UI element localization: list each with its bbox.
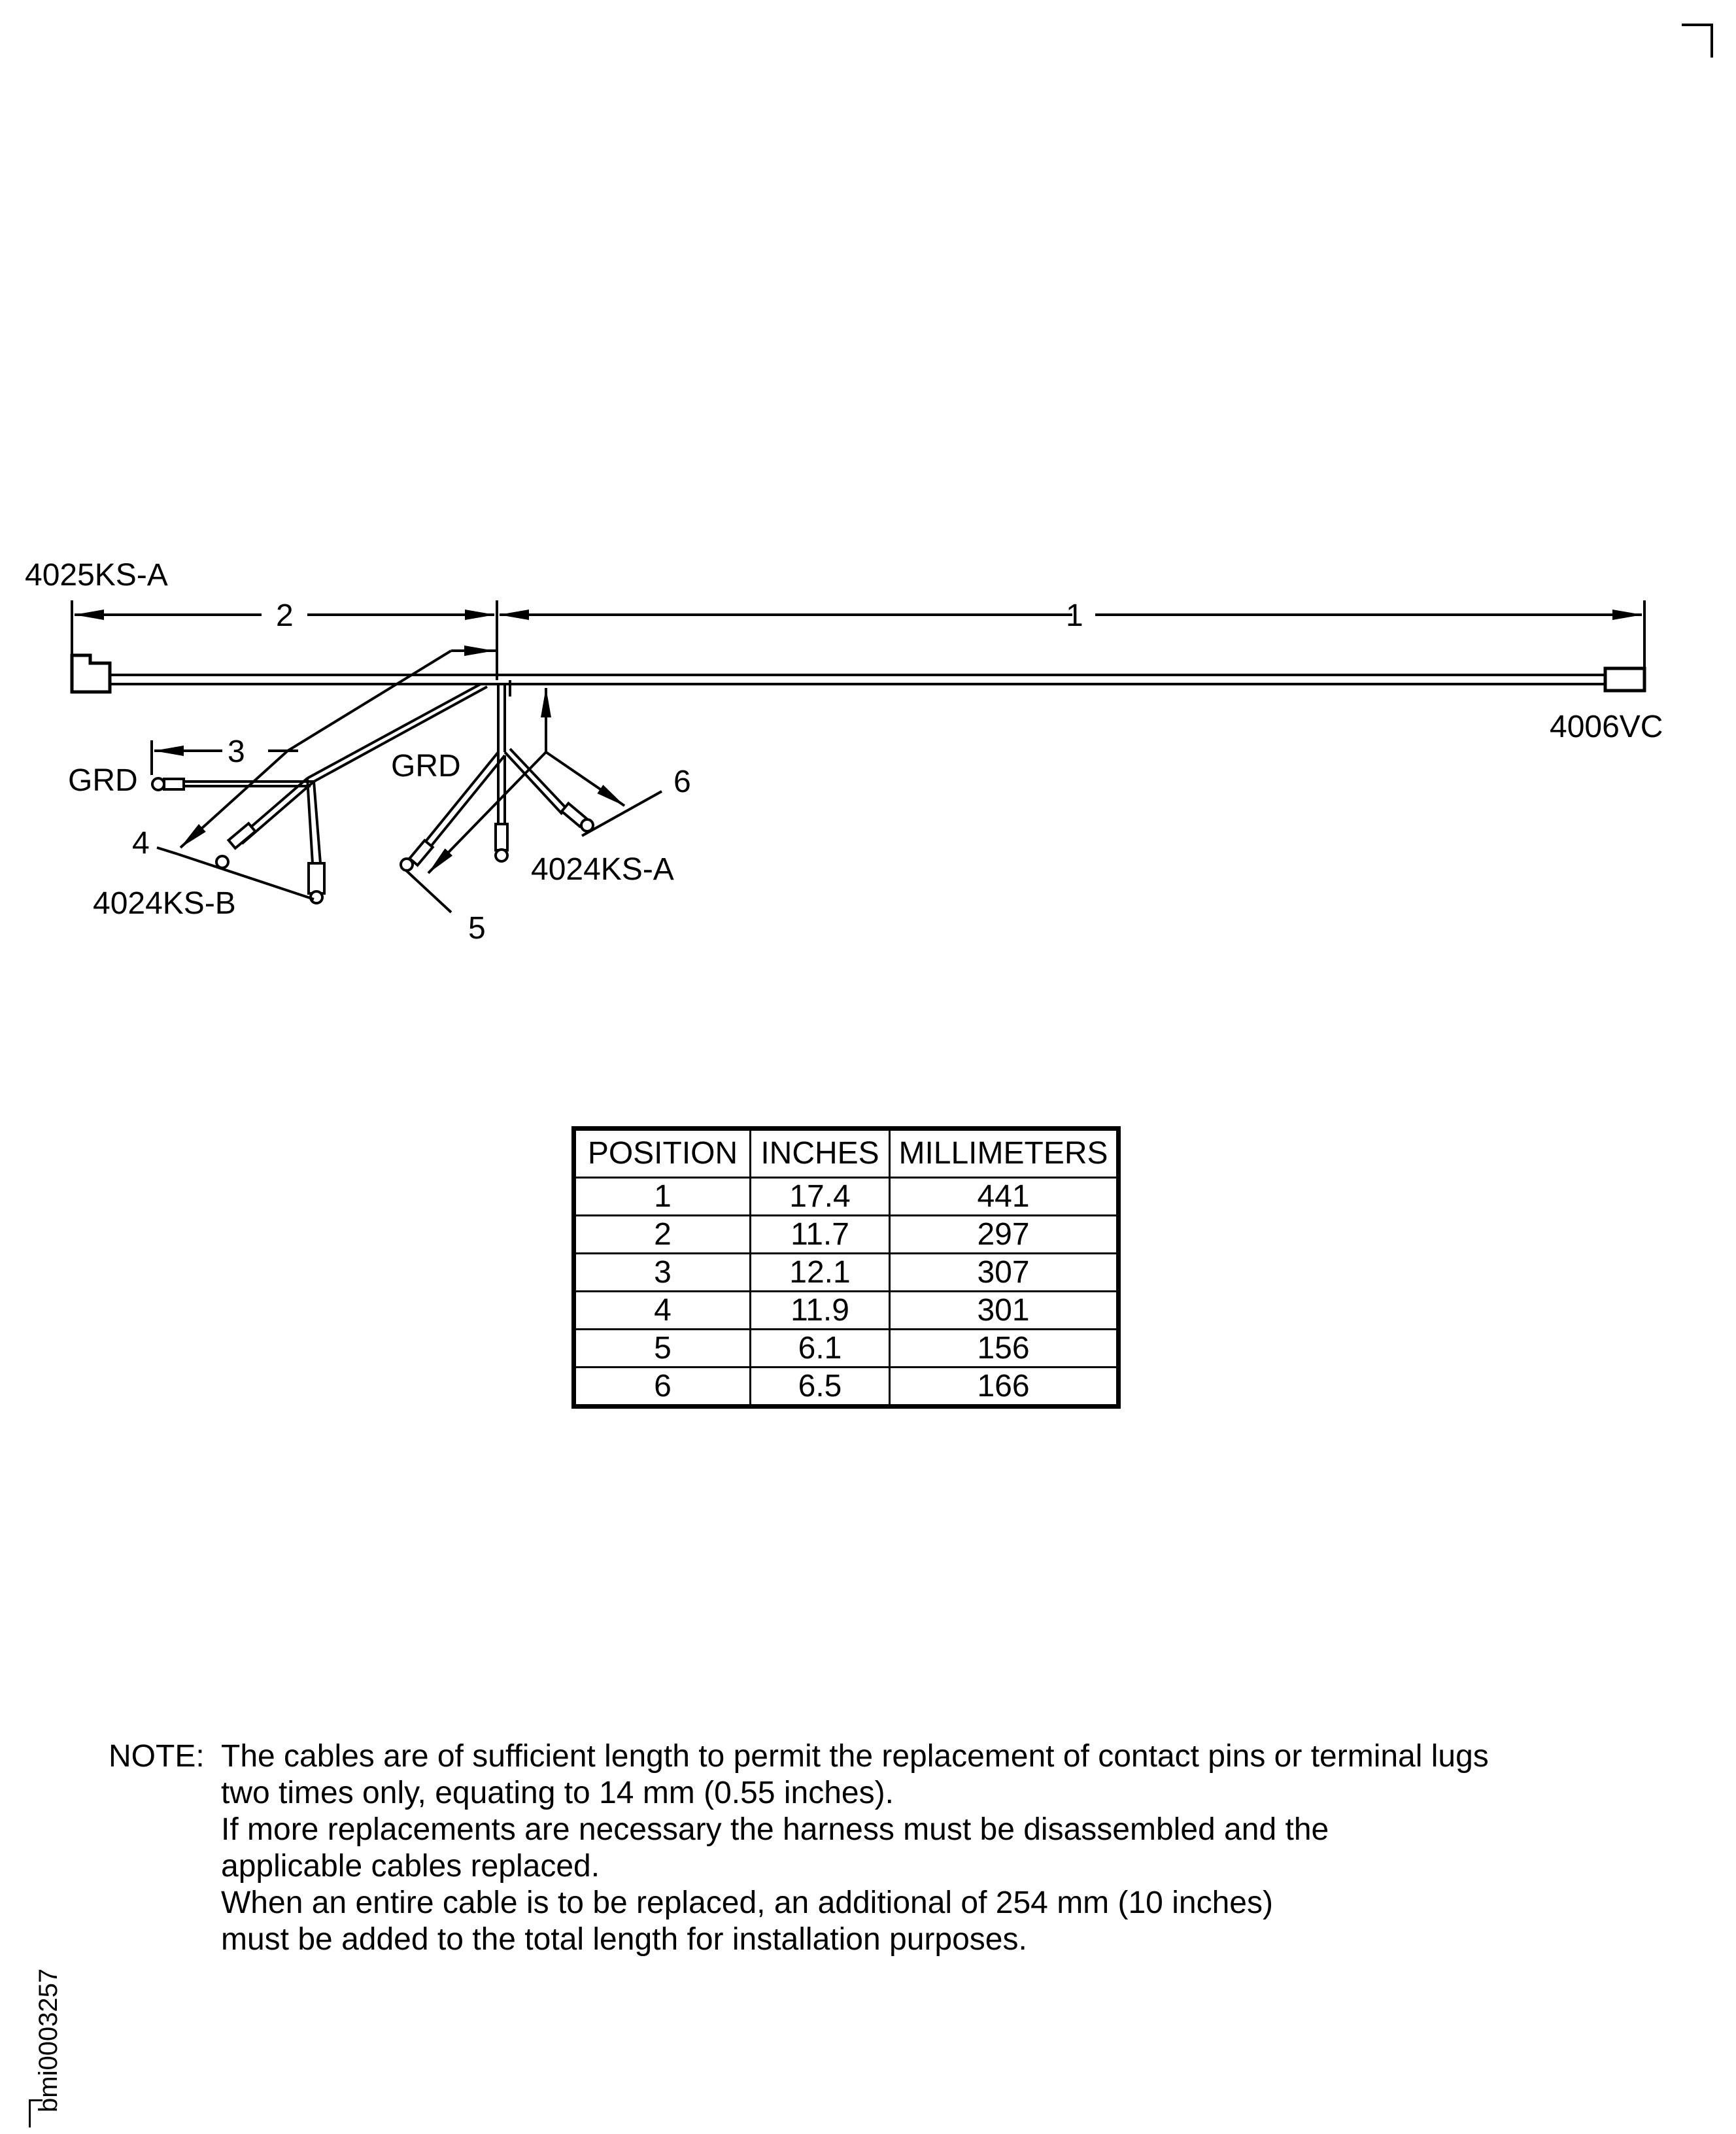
cell-position: 4 <box>574 1292 751 1330</box>
label-4006vc: 4006VC <box>1550 710 1663 744</box>
main-trunk <box>110 675 1605 684</box>
header-millimeters: MILLIMETERS <box>890 1129 1119 1178</box>
label-grd-left: GRD <box>68 763 138 798</box>
note-line: two times only, equating to 14 mm (0.55 inches). <box>221 1776 894 1810</box>
cell-millimeters: 307 <box>890 1254 1119 1292</box>
dim-label-1: 1 <box>1066 598 1083 633</box>
label-4025ks-a: 4025KS-A <box>25 558 168 593</box>
cell-inches: 6.5 <box>751 1368 890 1407</box>
label-grd-center: GRD <box>391 749 461 783</box>
table-row <box>574 1178 1119 1216</box>
dim-label-6: 6 <box>673 765 691 799</box>
table-row <box>574 1292 1119 1330</box>
cell-millimeters: 441 <box>890 1178 1119 1216</box>
dimension-lines-top <box>72 600 1644 680</box>
table-header-row <box>574 1129 1119 1178</box>
table-row <box>574 1254 1119 1292</box>
document-id: bmi0003257 <box>34 1968 63 2112</box>
cell-position: 1 <box>574 1178 751 1216</box>
cell-position: 2 <box>574 1216 751 1254</box>
note-line: applicable cables replaced. <box>221 1849 600 1884</box>
note-body <box>221 1738 1489 1958</box>
note-line: must be added to the total length for installation purposes. <box>221 1922 1027 1957</box>
header-position: POSITION <box>574 1129 751 1178</box>
header-inches: INCHES <box>751 1129 890 1178</box>
grd-left-terminal <box>152 778 184 790</box>
cell-inches: 11.9 <box>751 1292 890 1330</box>
wiring-harness-diagram <box>0 0 1736 981</box>
connector-4025ks-a <box>72 655 110 692</box>
connector-4006vc <box>1605 668 1644 691</box>
note-line: When an entire cable is to be replaced, an additional of 254 mm (10 inches) <box>221 1885 1273 1920</box>
label-4024ks-b: 4024KS-B <box>93 886 236 921</box>
dimensions-table <box>571 1126 1121 1409</box>
cell-position: 3 <box>574 1254 751 1292</box>
dim-label-5: 5 <box>468 911 486 946</box>
cell-inches: 12.1 <box>751 1254 890 1292</box>
table-row <box>574 1368 1119 1407</box>
label-4024ks-a: 4024KS-A <box>531 852 674 887</box>
cell-position: 6 <box>574 1368 751 1407</box>
dimension-3 <box>152 740 298 775</box>
note-line: If more replacements are necessary the harness must be disassembled and the <box>221 1812 1329 1847</box>
cell-inches: 11.7 <box>751 1216 890 1254</box>
cell-millimeters: 301 <box>890 1292 1119 1330</box>
cell-inches: 6.1 <box>751 1330 890 1368</box>
cell-inches: 17.4 <box>751 1178 890 1216</box>
note-line: The cables are of sufficient length to permit the replacement of contact pins or terminal lugs <box>221 1739 1489 1774</box>
cell-millimeters: 297 <box>890 1216 1119 1254</box>
table-row <box>574 1216 1119 1254</box>
note-label: NOTE: <box>109 1739 205 1774</box>
dim-label-2: 2 <box>276 598 294 633</box>
table-row <box>574 1330 1119 1368</box>
cell-position: 5 <box>574 1330 751 1368</box>
dim-label-4: 4 <box>132 826 150 861</box>
dim-label-3: 3 <box>228 734 245 769</box>
cell-millimeters: 156 <box>890 1330 1119 1368</box>
cell-millimeters: 166 <box>890 1368 1119 1407</box>
